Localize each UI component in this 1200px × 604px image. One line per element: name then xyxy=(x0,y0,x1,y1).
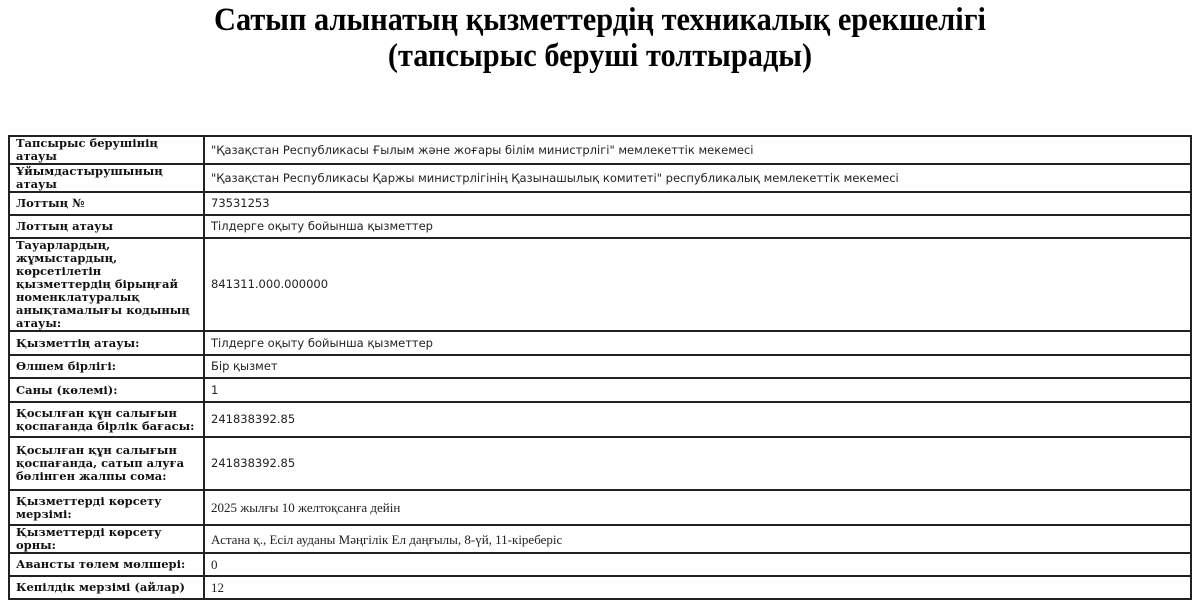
row-value: "Қазақстан Республикасы Ғылым және жоғары білім министрлігі" мемлекеттік мекемесі xyxy=(204,136,1191,164)
row-label: Қызметтерді көрсету мерзімі: xyxy=(9,490,204,525)
row-label: Саны (көлемі): xyxy=(9,378,204,402)
table-row-advance-payment xyxy=(9,553,1191,576)
table-row-warranty-period xyxy=(9,576,1191,599)
row-label: Қызметтерді көрсету орны: xyxy=(9,525,204,553)
row-value: 1 xyxy=(204,378,1191,402)
row-label: Өлшем бірлігі: xyxy=(9,355,204,378)
table-row-lot-name xyxy=(9,215,1191,238)
specification-table xyxy=(8,135,1192,600)
table-row-customer xyxy=(9,136,1191,164)
row-value: Тілдерге оқыту бойынша қызметтер xyxy=(204,215,1191,238)
row-label: Тауарлардың, жұмыстардың, көрсетілетін қызметтердің бірыңғай номенклатуралық анықтамалығы кодының атауы: xyxy=(9,238,204,331)
row-value: Бір қызмет xyxy=(204,355,1191,378)
row-label: Ұйымдастырушының атауы xyxy=(9,164,204,192)
table-row-total-amount xyxy=(9,437,1191,490)
row-value: 0 xyxy=(204,553,1191,576)
row-value: Тілдерге оқыту бойынша қызметтер xyxy=(204,331,1191,355)
row-value: 2025 жылғы 10 желтоқсанға дейін xyxy=(204,490,1191,525)
row-value: 241838392.85 xyxy=(204,402,1191,437)
table-row-unit-price xyxy=(9,402,1191,437)
row-value: 12 xyxy=(204,576,1191,599)
title-line-2: (тапсырыс беруші толтырады) xyxy=(387,38,813,74)
row-value: 241838392.85 xyxy=(204,437,1191,490)
table-row-service-period xyxy=(9,490,1191,525)
row-label: Қосылған құн салығын қоспағанда бірлік бағасы: xyxy=(9,402,204,437)
row-value: "Қазақстан Республикасы Қаржы министрлігінің Қазынашылық комитеті" республикалық мемлекеттік мекемесі xyxy=(204,164,1191,192)
table-row-service-name xyxy=(9,331,1191,355)
table-row-unit xyxy=(9,355,1191,378)
row-label: Лоттың № xyxy=(9,192,204,215)
row-label: Қызметтің атауы: xyxy=(9,331,204,355)
table-row-lot-number xyxy=(9,192,1191,215)
row-label: Авансты төлем мөлшері: xyxy=(9,553,204,576)
row-value: 841311.000.000000 xyxy=(204,238,1191,331)
table-row-quantity xyxy=(9,378,1191,402)
table-row-nomenclature-code xyxy=(9,238,1191,331)
row-value: 73531253 xyxy=(204,192,1191,215)
row-value: Астана қ., Есіл ауданы Мәңгілік Ел даңғылы, 8-үй, 11-кіреберіс xyxy=(204,525,1191,553)
table-row-organizer xyxy=(9,164,1191,192)
row-label: Лоттың атауы xyxy=(9,215,204,238)
row-label: Қосылған құн салығын қоспағанда, сатып алуға бөлінген жалпы сома: xyxy=(9,437,204,490)
table-row-service-location xyxy=(9,525,1191,553)
title-line-1: Сатып алынатың қызметтердің техникалық ерекшелігі xyxy=(214,2,986,38)
row-label: Кепілдік мерзімі (айлар) xyxy=(9,576,204,599)
page-title xyxy=(48,0,1152,74)
row-label: Тапсырыс берушінің атауы xyxy=(9,136,204,164)
